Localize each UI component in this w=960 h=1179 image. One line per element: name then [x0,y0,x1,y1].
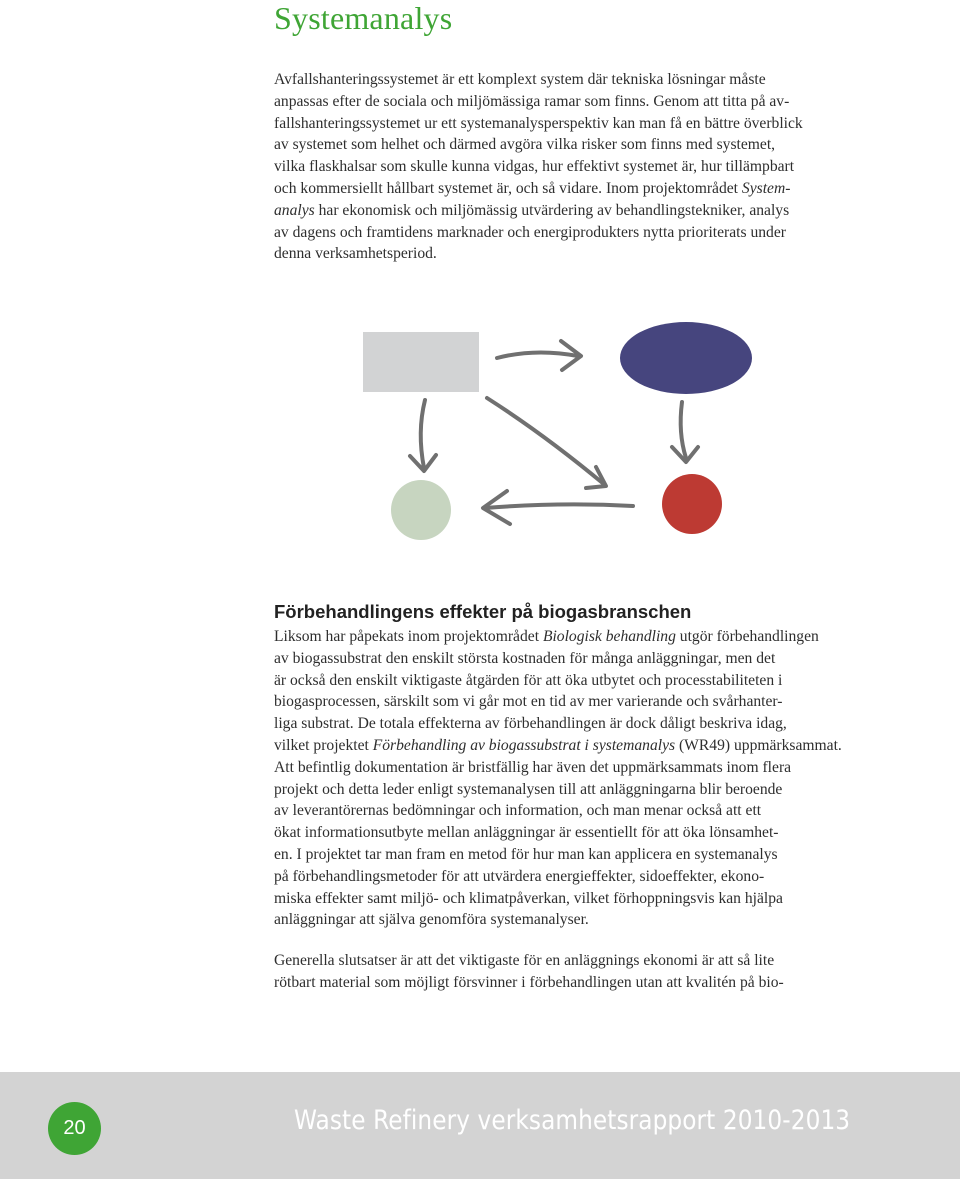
text-segment: utgör förbehandlingen [675,628,819,645]
text-line: vilka flaskhalsar som skulle kunna vidgas, hur effektivt systemet är, hur tillämpbart [274,158,795,176]
text-segment: Liksom har påpekats inom projektområdet [274,628,543,645]
text-line: miska effekter samt miljö- och klimatpåverkan, vilket förhoppningsvis kan hjälpa [274,889,783,907]
project-name: Förbehandling av biogassubstrat i systemanalys [372,736,676,754]
section-title: Systemanalys [274,0,453,36]
text-line: projekt och detta leder enligt systemanalysen till att anläggningarna blir beroende [274,780,783,798]
text-segment: vilket projektet [274,736,373,754]
project-area-name: analys [274,201,315,219]
text-line: denna verksamhetsperiod. [274,245,437,263]
text-line: Att befintlig dokumentation är bristfällig har även det uppmärksammats inom flera [274,758,792,776]
text-line: anpassas efter de sociala och miljömässiga ramar som finns. Genom att titta på av- [274,92,790,110]
text-line: en. I projektet tar man fram en metod för hur man kan applicera en systemanalys [274,845,778,863]
arrow-red-to-green-circle [485,504,633,508]
arrow-ellipse-to-red-circle [681,402,686,458]
conclusion-paragraph [274,950,854,994]
subheading: Förbehandlingens effekter på biogasbranschen [274,601,692,622]
text-line: av systemet som helhet och därmed avgöra vilka risker som finns med systemet, [274,136,776,154]
system-diagram [340,310,760,550]
text-line: av leverantörernas bedömningar och information, och man menar också att ett [274,802,762,820]
page-number-badge [48,1102,101,1155]
text-line: av biogassubstrat den enskilt största kostnaden för många anläggningar, men det [274,649,776,667]
text-line [274,735,854,757]
text-segment: och kommersiellt hållbart systemet är, och så vidare. Inom projektområdet [274,179,742,197]
page-number: 20 [63,1117,86,1139]
text-segment: har ekonomisk och miljömässig utvärdering av behandlingstekniker, analys [314,201,790,219]
diagram-circle-red [662,474,722,534]
text-line: ökat informationsutbyte mellan anläggningar är essentiellt för att öka lönsamhet- [274,824,779,842]
text-line: anläggningar att själva genomföra systemanalyser. [274,911,589,929]
body-paragraph [274,626,854,931]
text-line [274,626,854,648]
text-line: liga substrat. De totala effekterna av förbehandlingen är dock dåligt beskriva idag, [274,715,787,733]
project-area-name: Biologisk behandling [542,628,676,645]
diagram-circle-green [391,480,451,540]
intro-paragraph [274,69,844,265]
text-line: är också den enskilt viktigaste åtgärden för att öka utbytet och processtabiliteten i [274,671,783,689]
text-line [274,200,844,222]
diagram-rectangle [362,331,480,393]
text-segment: (WR49) uppmärksammat. [675,736,842,754]
arrow-rect-to-green-circle [421,400,425,468]
footer-title: Waste Refinery verksamhetsrapport 2010-2013 [294,1105,851,1136]
text-line: rötbart material som möjligt försvinner i förbehandlingen utan att kvalitén på bio- [274,973,784,991]
text-line [274,178,844,200]
text-line: biogasprocessen, särskilt som vi går mot en tid av mer varierande och svårhanter- [274,693,783,711]
text-line: Avfallshanteringssystemet är ett komplext system där tekniska lösningar måste [274,71,766,88]
project-area-name: System- [741,179,791,197]
arrow-rect-to-red-circle [487,398,605,485]
diagram-ellipse [620,322,752,394]
text-line: Generella slutsatser är att det viktigaste för en anläggnings ekonomi är att så lite [274,952,775,969]
text-line: fallshanteringssystemet ur ett systemanalysperspektiv kan man få en bättre överblick [274,114,803,132]
text-line: på förbehandlingsmetoder för att utvärdera energieffekter, sidoeffekter, ekono- [274,867,765,885]
arrow-rect-to-ellipse [497,352,578,358]
text-line: av dagens och framtidens marknader och energiprodukters nytta prioriterats under [274,223,786,241]
